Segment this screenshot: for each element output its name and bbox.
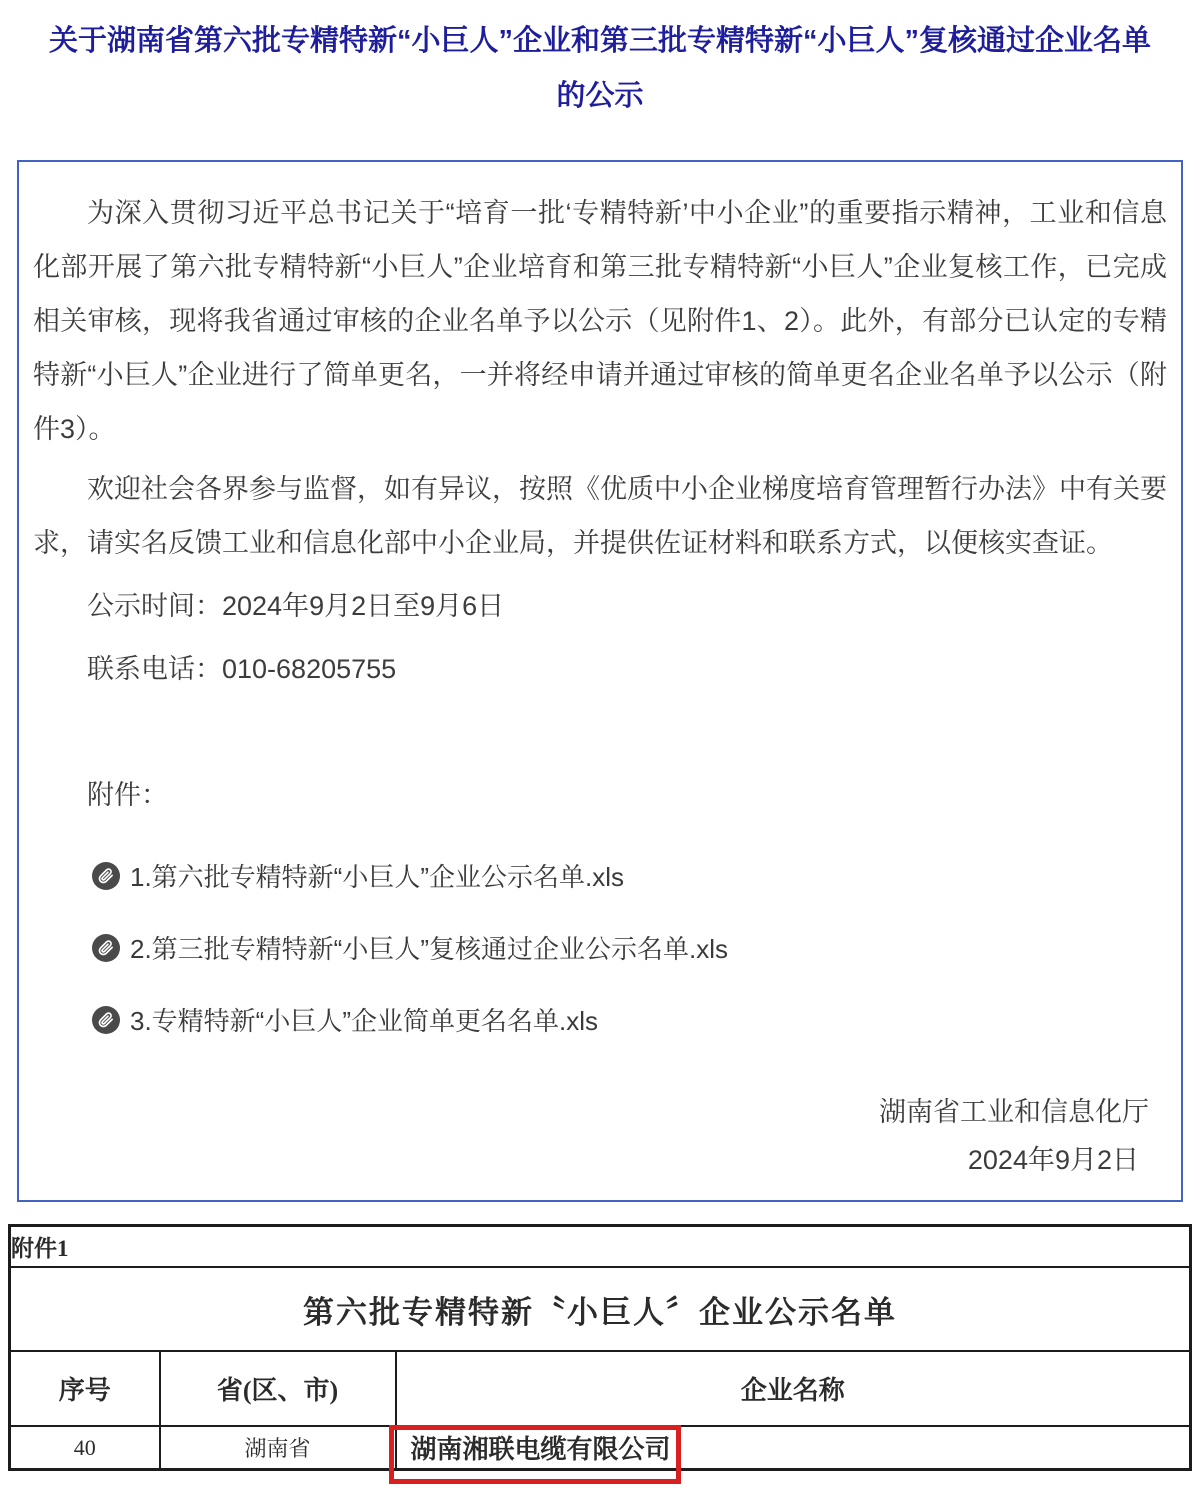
- annex-title-row: [10, 1267, 1191, 1351]
- column-header-company: 企业名称: [396, 1351, 1191, 1426]
- paperclip-icon: [91, 861, 121, 891]
- issuer: 湖南省工业和信息化厅: [879, 1097, 1149, 1127]
- attachment-label: 1.第六批专精特新“小巨人”企业公示名单.xls: [130, 862, 625, 892]
- annex-table-title: 第六批专精特新〝小巨人〞企业公示名单: [10, 1267, 1191, 1351]
- attachments-label: 附件：: [87, 780, 168, 810]
- page-title: [20, 14, 1180, 124]
- cell-province: 湖南省: [160, 1426, 396, 1470]
- annex-label: 附件1: [10, 1226, 1191, 1268]
- attachment-label: 2.第三批专精特新“小巨人”复核通过企业公示名单.xls: [130, 934, 729, 964]
- issue-date: 2024年9月2日: [967, 1145, 1139, 1175]
- publicity-period: 公示时间：2024年9月2日至9月6日: [87, 591, 505, 621]
- table-row: [10, 1426, 1191, 1470]
- attachment-link-3[interactable]: [91, 1001, 598, 1038]
- signature-block: [33, 1088, 1167, 1184]
- page-title-line2: 的公示: [556, 80, 644, 112]
- annex-table: [8, 1224, 1192, 1471]
- contact-phone: 联系电话：010-68205755: [87, 654, 397, 684]
- notice-paragraph-2: 欢迎社会各界参与监督，如有异议，按照《优质中小企业梯度培育管理暂行办法》中有关要求，请实名反馈工业和信息化部中小企业局，并提供佐证材料和联系方式，以便核实查证。: [33, 474, 1167, 558]
- column-header-province: 省(区、市): [160, 1351, 396, 1426]
- paperclip-icon: [91, 1005, 121, 1035]
- cell-company: [396, 1426, 1191, 1470]
- table-header-row: [10, 1351, 1191, 1426]
- attachment-label: 3.专精特新“小巨人”企业简单更名名单.xls: [130, 1006, 599, 1036]
- attachment-link-1[interactable]: [91, 857, 624, 894]
- notice-paragraph-1: 为深入贯彻习近平总书记关于“培育一批‘专精特新’中小企业”的重要指示精神，工业和信息化部开展了第六批专精特新“小巨人”企业培育和第三批专精特新“小巨人”企业复核工作，已完成相关审核，现将我省通过审核的企业名单予以公示（见附件1、2）。此外，有部分已认定的专精特新“小巨人”企业进行了简单更名，一并将经申请并通过审核的简单更名企业名单予以公示（附件3）。: [33, 198, 1167, 444]
- attachments-list: [33, 857, 1167, 1038]
- company-name: 湖南湘联电缆有限公司: [410, 1435, 671, 1464]
- attachment-link-2[interactable]: [91, 929, 728, 966]
- cell-seq: 40: [10, 1426, 160, 1470]
- page-title-line1: 关于湖南省第六批专精特新“小巨人”企业和第三批专精特新“小巨人”复核通过企业名单: [48, 25, 1151, 57]
- column-header-seq: 序号: [10, 1351, 160, 1426]
- notice-box: [17, 160, 1183, 1202]
- annex-label-row: [10, 1226, 1191, 1268]
- paperclip-icon: [91, 933, 121, 963]
